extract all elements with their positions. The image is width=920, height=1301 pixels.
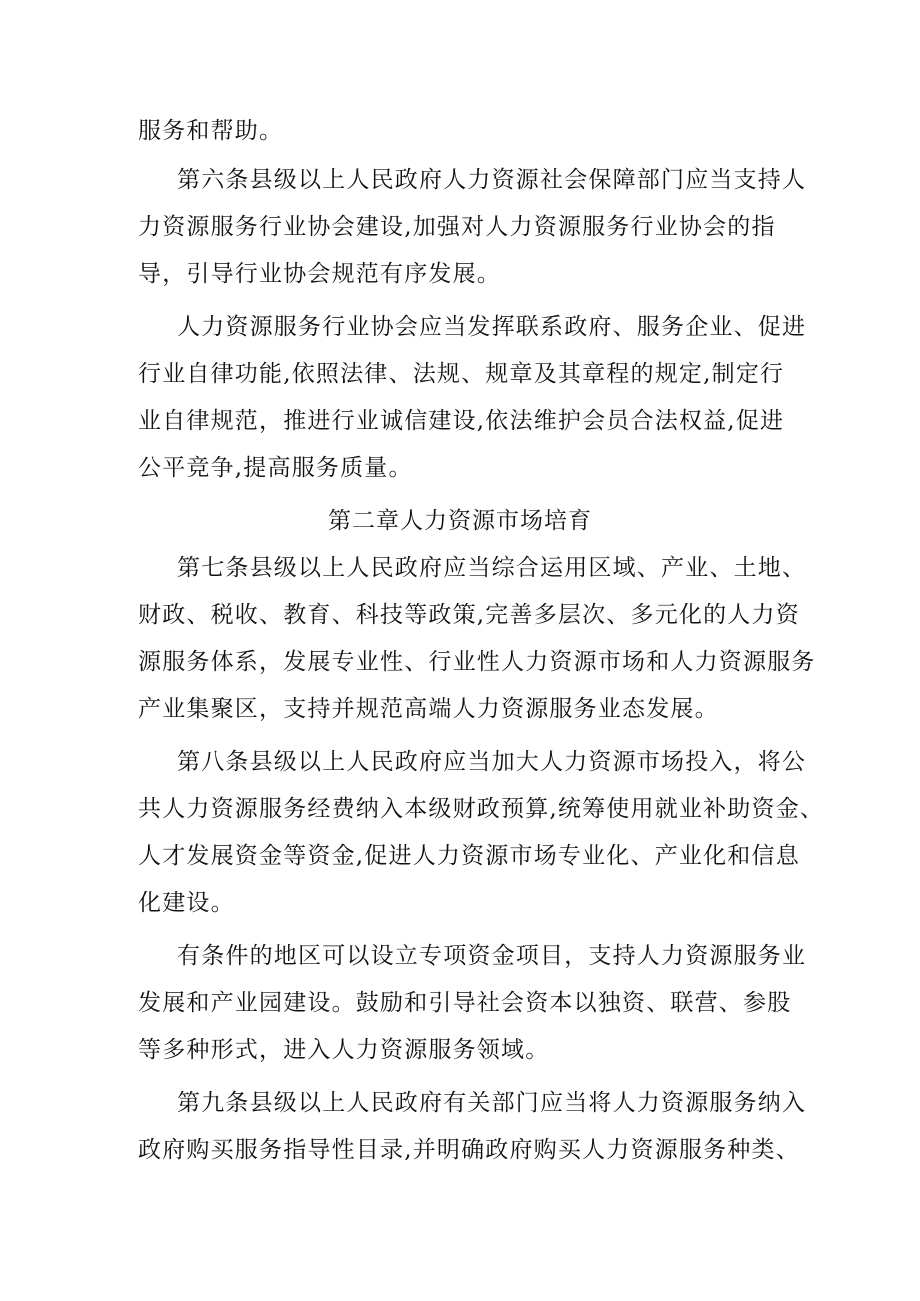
- paragraph-line: 行业自律功能,依照法律、法规、规章及其章程的规定,制定行: [138, 361, 785, 387]
- paragraph-line: 发展和产业园建设。鼓励和引导社会资本以独资、联营、参股: [138, 990, 792, 1016]
- paragraph-line: 财政、税收、教育、科技等政策,完善多层次、多元化的人力资: [138, 602, 800, 628]
- article-6-heading-line: 第六条县级以上人民政府人力资源社会保障部门应当支持人: [177, 167, 807, 193]
- paragraph-line: 化建设。: [138, 890, 235, 916]
- article-7-heading-line: 第七条县级以上人民政府应当综合运用区域、产业、土地、: [177, 555, 807, 581]
- paragraph-line: 政府购买服务指导性目录,并明确政府购买人力资源服务种类、: [138, 1137, 800, 1163]
- article-8-heading-line: 第八条县级以上人民政府应当加大人力资源市场投入，将公: [177, 749, 807, 775]
- paragraph-line: 业自律规范，推进行业诚信建设,依法维护会员合法权益,促进: [138, 408, 785, 434]
- article-9-heading-line: 第九条县级以上人民政府有关部门应当将人力资源服务纳入: [177, 1090, 807, 1116]
- paragraph-line: 力资源服务行业协会建设,加强对人力资源服务行业协会的指: [138, 214, 776, 240]
- paragraph-line: 导，引导行业协会规范有序发展。: [138, 261, 501, 287]
- paragraph-line: 源服务体系，发展专业性、行业性人力资源市场和人力资源服务: [138, 649, 816, 675]
- paragraph-line: 服务和帮助。: [138, 118, 284, 144]
- paragraph-line: 产业集聚区，支持并规范高端人力资源服务业态发展。: [138, 696, 719, 722]
- paragraph-line: 人力资源服务行业协会应当发挥联系政府、服务企业、促进: [177, 314, 807, 340]
- paragraph-line: 公平竞争,提高服务质量。: [138, 455, 413, 481]
- paragraph-line: 等多种形式，进入人力资源服务领域。: [138, 1037, 550, 1063]
- paragraph-line: 共人力资源服务经费纳入本级财政预算,统筹使用就业补助资金、: [138, 796, 825, 822]
- paragraph-line: 人才发展资金等资金,促进人力资源市场专业化、产业化和信息: [138, 843, 800, 869]
- paragraph-line: 有条件的地区可以设立专项资金项目，支持人力资源服务业: [177, 943, 807, 969]
- chapter-title: 第二章人力资源市场培育: [328, 508, 592, 534]
